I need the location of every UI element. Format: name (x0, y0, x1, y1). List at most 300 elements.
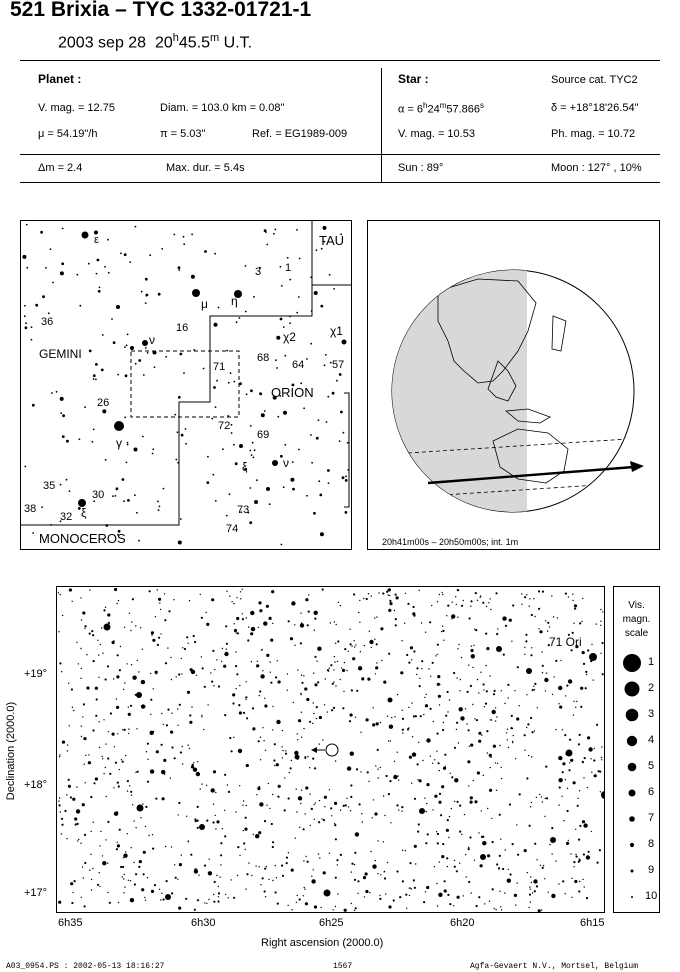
chart-star (543, 865, 544, 866)
chart-star (343, 691, 344, 692)
finder-star (143, 374, 145, 376)
chart-star (68, 683, 69, 684)
ra-seconds: 57.866 (446, 103, 481, 116)
chart-star (566, 685, 568, 687)
chart-star (214, 669, 215, 670)
chart-star (525, 634, 527, 636)
chart-star (61, 824, 63, 826)
chart-star (344, 648, 346, 650)
earth-globe (368, 221, 659, 549)
chart-star (151, 890, 154, 893)
chart-star (391, 717, 392, 718)
chart-star (258, 740, 260, 742)
finder-star (79, 305, 81, 307)
star-vmag: V. mag. = 10.53 (398, 128, 475, 140)
chart-star (178, 907, 181, 910)
chart-star (209, 859, 210, 860)
chart-star (355, 907, 357, 909)
finder-star (231, 424, 233, 426)
chart-star (334, 621, 335, 622)
chart-star (105, 743, 106, 744)
finder-star (149, 254, 151, 256)
chart-star (259, 866, 260, 867)
scale-dot-8 (630, 843, 634, 847)
chart-star (95, 687, 98, 690)
chart-star (533, 879, 537, 883)
chart-star (405, 850, 406, 851)
chart-star (123, 689, 124, 690)
chart-star (360, 732, 361, 733)
boundary-tau (312, 221, 351, 285)
finder-star (105, 524, 108, 527)
chart-star (103, 609, 105, 611)
finder-star (327, 396, 329, 398)
chart-star (377, 873, 378, 874)
finder-star (117, 374, 119, 376)
chart-star (453, 672, 455, 674)
chart-star (567, 788, 568, 789)
finder-star (45, 267, 47, 269)
chart-star (335, 643, 336, 644)
finder-star (174, 414, 176, 416)
chart-star (113, 678, 114, 679)
chart-star (308, 611, 310, 613)
finder-bright-star (266, 487, 270, 491)
chart-star (515, 758, 516, 759)
finder-star (261, 413, 265, 417)
chart-star (71, 902, 73, 904)
chart-star (264, 698, 265, 699)
chart-star (58, 592, 59, 593)
finder-star (283, 326, 285, 328)
page-title: 521 Brixia – TYC 1332-01721-1 (10, 0, 312, 21)
chart-star (222, 648, 223, 649)
chart-star (226, 649, 227, 650)
chart-star (474, 629, 475, 630)
chart-star (60, 594, 61, 595)
chart-star (537, 707, 538, 708)
chart-star (356, 690, 358, 692)
chart-star (362, 821, 363, 822)
chart-star (337, 864, 338, 865)
chart-star (138, 866, 140, 868)
chart-star (237, 875, 238, 876)
finder-star (31, 326, 33, 328)
chart-star (124, 729, 126, 731)
finder-star (99, 287, 101, 289)
finder-star (145, 347, 147, 349)
finder-star (284, 444, 286, 446)
chart-star (120, 646, 121, 647)
finder-star (233, 444, 235, 446)
chart-star (99, 886, 100, 887)
finder-star (62, 414, 65, 417)
chart-star (536, 859, 537, 860)
chart-star (504, 703, 505, 704)
header-bottom-rule (20, 182, 660, 183)
chart-star (565, 695, 566, 696)
chart-star (363, 876, 366, 879)
chart-star (81, 736, 82, 737)
chart-star (123, 892, 124, 893)
finder-star (214, 323, 218, 327)
chart-star (365, 872, 368, 875)
chart-star (529, 825, 531, 827)
chart-star (437, 842, 439, 844)
chart-star (447, 866, 448, 867)
chart-star-bright (480, 854, 486, 860)
chart-star (376, 722, 379, 725)
chart-star (314, 683, 317, 686)
chart-star (80, 843, 81, 844)
chart-star (335, 685, 336, 686)
finder-star (211, 418, 213, 420)
chart-star (275, 676, 277, 678)
chart-star (342, 669, 345, 672)
ra-hours: α = 6 (398, 103, 424, 116)
chart-star (361, 813, 362, 814)
chart-star (125, 851, 126, 852)
finder-star (283, 486, 285, 488)
chart-star (313, 673, 314, 674)
finder-star (215, 406, 217, 408)
finder-star (326, 421, 328, 423)
chart-star (437, 644, 439, 646)
chart-star (449, 903, 451, 905)
chart-star (370, 851, 371, 852)
chart-star (225, 625, 227, 627)
chart-star (294, 624, 295, 625)
chart-star (194, 868, 197, 871)
chart-star (561, 796, 562, 797)
chart-star (314, 819, 315, 820)
chart-star (538, 608, 540, 610)
chart-star (107, 665, 109, 667)
finder-star (345, 476, 347, 478)
chart-star (248, 862, 249, 863)
chart-star (542, 672, 543, 673)
finder-star (32, 404, 35, 407)
finder-star (138, 540, 140, 542)
finder-star (239, 317, 241, 319)
chart-star (109, 773, 111, 775)
chart-star (67, 750, 68, 751)
chart-star (582, 761, 584, 763)
chart-star (300, 693, 301, 694)
chart-star (257, 787, 260, 790)
chart-star (469, 617, 471, 619)
chart-star (419, 685, 421, 687)
chart-star (145, 806, 147, 808)
chart-star (354, 910, 355, 911)
chart-star (243, 842, 245, 844)
chart-star (582, 651, 585, 654)
chart-star (541, 796, 542, 797)
chart-star (323, 819, 325, 821)
chart-star (426, 811, 427, 812)
chart-star (145, 826, 146, 827)
chart-star (444, 889, 447, 892)
chart-star (533, 598, 534, 599)
chart-star (499, 745, 500, 746)
chart-star (491, 818, 492, 819)
ra-seconds-unit: s (480, 101, 485, 110)
chart-star (277, 903, 279, 905)
chart-star (397, 775, 398, 776)
chart-star (491, 719, 492, 720)
finder-star (306, 495, 308, 497)
chart-star (463, 600, 464, 601)
chart-star (297, 895, 298, 896)
chart-star (124, 874, 125, 875)
chart-star (336, 859, 338, 861)
chart-star (375, 866, 376, 867)
chart-star (102, 758, 103, 759)
finder-star (239, 382, 242, 385)
chart-star (546, 797, 548, 799)
chart-star (510, 873, 512, 875)
time-minutes: 45.5 (178, 34, 211, 52)
chart-star (93, 822, 94, 823)
chart-star (512, 604, 514, 606)
chart-star (406, 654, 408, 656)
chart-star (266, 866, 267, 867)
finder-star (154, 366, 156, 368)
chart-star (402, 732, 403, 733)
finder-star (284, 355, 286, 357)
chart-star (92, 729, 94, 731)
finder-star (296, 229, 298, 231)
chart-star (582, 879, 583, 880)
chart-star (558, 778, 562, 782)
chart-star (492, 710, 496, 714)
chart-star (380, 722, 381, 723)
chart-star (121, 759, 122, 760)
chart-star (264, 820, 266, 822)
chart-star (303, 675, 304, 676)
max-duration: Max. dur. = 5.4s (166, 162, 245, 174)
chart-star (562, 729, 563, 730)
chart-star (601, 757, 602, 758)
chart-star (335, 877, 337, 879)
chart-star (143, 851, 146, 854)
chart-star (438, 695, 441, 698)
chart-star (147, 759, 148, 760)
chart-star (152, 834, 153, 835)
finder-star (303, 407, 305, 409)
finder-bright-star (239, 444, 243, 448)
chart-star (170, 778, 171, 779)
chart-star (116, 698, 117, 699)
chart-star (436, 883, 437, 884)
planet-motion: μ = 54.19"/h (38, 128, 98, 140)
finder-star (212, 474, 214, 476)
chart-star (105, 678, 107, 680)
chart-star (590, 660, 592, 662)
chart-star (272, 706, 273, 707)
chart-star (197, 899, 199, 901)
chart-star (328, 670, 329, 671)
time-hours-unit: h (172, 32, 179, 44)
chart-star (216, 659, 217, 660)
chart-star (269, 617, 272, 620)
chart-star (547, 630, 548, 631)
chart-star (360, 651, 361, 652)
chart-star (587, 649, 589, 651)
chart-star (390, 822, 391, 823)
chart-star (264, 868, 266, 870)
chart-star (107, 892, 108, 893)
chart-star (226, 591, 227, 592)
chart-star (374, 812, 377, 815)
chart-star (500, 906, 501, 907)
chart-star (70, 796, 72, 798)
magnitude-scale-panel (613, 586, 660, 913)
chart-star (277, 660, 278, 661)
chart-star (499, 814, 501, 816)
chart-star-bright (137, 805, 144, 812)
chart-star (409, 887, 410, 888)
chart-star (444, 754, 446, 756)
chart-star (60, 811, 61, 812)
chart-star (513, 735, 514, 736)
chart-star (185, 898, 187, 900)
chart-star (478, 832, 479, 833)
target-star-marker (326, 744, 338, 756)
chart-star (376, 616, 377, 617)
chart-star (412, 736, 413, 737)
chart-star (206, 623, 209, 626)
chart-star (135, 873, 137, 875)
chart-star (567, 810, 569, 812)
chart-star (208, 899, 209, 900)
chart-star (587, 787, 588, 788)
chart-star (430, 756, 431, 757)
scale-dot-10 (631, 896, 633, 898)
finder-star (102, 334, 104, 336)
chart-star (531, 802, 532, 803)
chart-star (282, 730, 283, 731)
finder-star (178, 541, 182, 545)
chart-star (155, 616, 156, 617)
chart-star (303, 728, 304, 729)
chart-star (425, 891, 426, 892)
chart-star-bright (526, 668, 532, 674)
finder-star (32, 532, 34, 534)
chart-star (211, 788, 215, 792)
finder-star (108, 272, 110, 274)
chart-star (498, 867, 500, 869)
chart-star (480, 864, 483, 867)
chart-star-bright (165, 894, 171, 900)
chart-star (463, 895, 464, 896)
chart-star (451, 776, 453, 778)
footer-credit: Agfa-Gevaert N.V., Mortsel, Belgium (470, 962, 639, 971)
finder-star (245, 311, 247, 313)
chart-star (319, 800, 320, 801)
chart-star (98, 654, 99, 655)
chart-star (213, 804, 214, 805)
chart-star (96, 698, 98, 700)
chart-star (303, 895, 304, 896)
finder-label: 38 (24, 503, 37, 515)
finder-star (218, 307, 220, 309)
chart-star (438, 801, 441, 804)
chart-star (558, 686, 562, 690)
finder-star (62, 435, 65, 438)
chart-star (212, 650, 214, 652)
chart-star (449, 699, 450, 700)
chart-star (477, 679, 478, 680)
chart-star (270, 661, 271, 662)
chart-star (437, 833, 439, 835)
planet-heading: Planet : (38, 72, 82, 86)
star-heading: Star : (398, 72, 429, 86)
finder-star (124, 253, 127, 256)
chart-star (495, 909, 496, 910)
chart-star (157, 644, 159, 646)
chart-star (201, 617, 203, 619)
chart-star (74, 817, 77, 820)
chart-star (148, 835, 149, 836)
chart-star (281, 865, 283, 867)
chart-star (226, 643, 228, 645)
chart-star (399, 896, 401, 898)
chart-star (122, 761, 124, 763)
xtick-6h25: 6h25 (319, 917, 344, 929)
chart-star (213, 685, 214, 686)
chart-star (581, 621, 582, 622)
chart-star (285, 750, 286, 751)
chart-star (213, 901, 215, 903)
finder-star (163, 488, 165, 490)
chart-star (184, 648, 186, 650)
chart-star (419, 590, 420, 591)
chart-star (200, 788, 201, 789)
chart-star (439, 770, 440, 771)
chart-star (237, 632, 239, 634)
chart-star (246, 805, 247, 806)
chart-star (601, 746, 602, 747)
chart-star (291, 601, 295, 605)
chart-star (437, 905, 438, 906)
chart-star (426, 738, 430, 742)
scale-level-6: 6 (648, 786, 655, 798)
chart-star (243, 830, 244, 831)
chart-star (420, 715, 422, 717)
finder-label: 71 (213, 361, 226, 373)
chart-star (231, 601, 232, 602)
chart-star (451, 808, 452, 809)
scale-level-2: 2 (648, 682, 655, 694)
chart-star (388, 740, 389, 741)
chart-star (133, 820, 134, 821)
finder-star (340, 411, 343, 414)
chart-star (186, 636, 188, 638)
finder-star (292, 461, 294, 463)
finder-star (281, 285, 283, 287)
chart-star (319, 743, 320, 744)
scale-level-10: 10 (645, 890, 658, 902)
chart-star (558, 883, 559, 884)
chart-star (95, 777, 98, 780)
chart-star (460, 716, 464, 720)
chart-star (340, 679, 341, 680)
chart-star (169, 898, 170, 899)
finder-star (299, 258, 301, 260)
chart-star (334, 661, 335, 662)
chart-star (359, 622, 360, 623)
